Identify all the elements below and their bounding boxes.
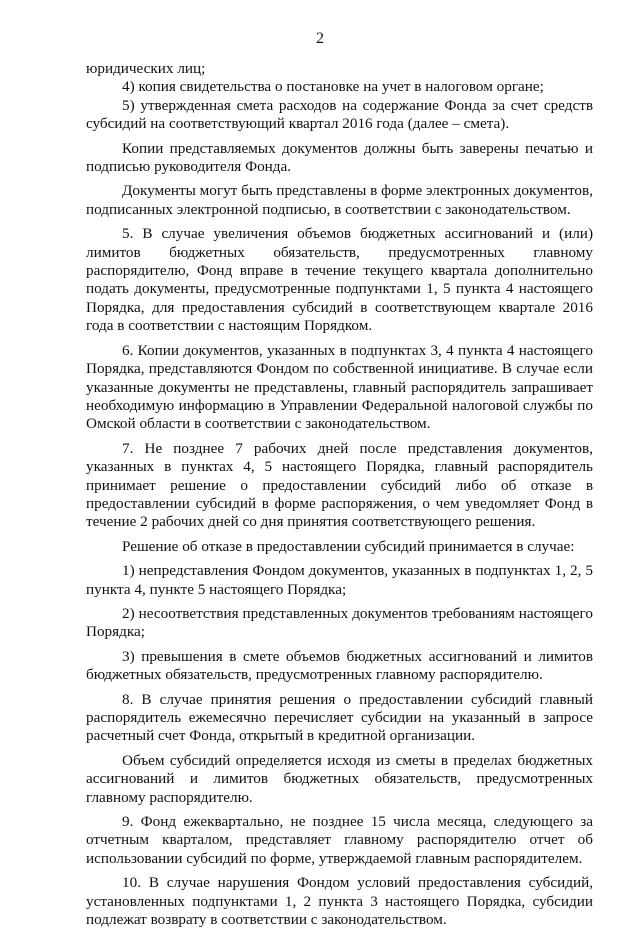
paragraph-section-8: 8. В случае принятия решения о предоставлении субсидий главный распорядитель ежемесячно перечисляет субсидии на указанный в запросе расчетный счет Фонда, открытый в кредитной организации. bbox=[86, 690, 593, 745]
paragraph-item-4: 4) копия свидетельства о постановке на учет в налоговом органе; bbox=[122, 78, 544, 96]
paragraph-refusal-intro: Решение об отказе в предоставлении субсидий принимается в случае: bbox=[122, 537, 575, 555]
paragraph-refusal-2: 2) несоответствия представленных документов требованиям настоящего Порядка; bbox=[86, 604, 593, 641]
paragraph-volume: Объем субсидий определяется исходя из сметы в пределах бюджетных ассигнований и лимитов бюджетных обязательств, предусмотренных главному распорядителю. bbox=[86, 751, 593, 806]
paragraph-section-5: 5. В случае увеличения объемов бюджетных ассигнований и (или) лимитов бюджетных обязательств, предусмотренных главному распорядителю, Фонд вправе в течение текущего квартала дополнительно подать документы, предусмотренные подпунктами 1, 5 пункта 4 настоящего Порядка, для предоставления субсидий в соответствующем квартале 2016 года в соответствии с настоящим Порядком. bbox=[86, 225, 593, 335]
paragraph-section-7: 7. Не позднее 7 рабочих дней после представления документов, указанных в пунктах 4, 5 настоящего Порядка, главный распорядитель принимает решение о предоставлении субсидий либо об отказе в предоставлении субсидий в форме распоряжения, о чем уведомляет Фонд в течение 2 рабочих дней со дня принятия соответствующего решения. bbox=[86, 439, 593, 531]
document-body bbox=[86, 60, 593, 929]
paragraph-section-10: 10. В случае нарушения Фондом условий предоставления субсидий, установленных подпунктами 1, 2 пункта 3 настоящего Порядка, субсидии подлежат возврату в соответствии с законодательством. bbox=[86, 874, 593, 929]
paragraph-refusal-3: 3) превышения в смете объемов бюджетных ассигнований и лимитов бюджетных обязательств, предусмотренных главному распорядителю. bbox=[86, 647, 593, 684]
paragraph-section-6: 6. Копии документов, указанных в подпунктах 3, 4 пункта 4 настоящего Порядка, представляются Фондом по собственной инициативе. В случае если указанные документы не представлены, главный распорядитель запрашивает необходимую информацию в Управлении Федеральной налоговой службы по Омской области в соответствии с законодательством. bbox=[86, 341, 593, 433]
paragraph-section-9: 9. Фонд ежеквартально, не позднее 15 числа месяца, следующего за отчетным кварталом, представляет главному распорядителю отчет об использовании субсидий по форме, утверждаемой главным распорядителем. bbox=[86, 813, 593, 867]
paragraph-continuation: юридических лиц; bbox=[86, 60, 206, 77]
paragraph-electronic: Документы могут быть представлены в форме электронных документов, подписанных электронной подписью, в соответствии с законодательством. bbox=[86, 182, 593, 218]
paragraph-item-5: 5) утвержденная смета расходов на содержание Фонда за счет средств субсидий на соответствующий квартал 2016 года (далее – смета). bbox=[86, 96, 593, 133]
page-number: 2 bbox=[316, 30, 324, 47]
paragraph-refusal-1: 1) непредставления Фондом документов, указанных в подпунктах 1, 2, 5 пункта 4, пункте 5 настоящего Порядка; bbox=[86, 562, 593, 598]
paragraph-copies: Копии представляемых документов должны быть заверены печатью и подписью руководителя Фонда. bbox=[86, 139, 593, 176]
